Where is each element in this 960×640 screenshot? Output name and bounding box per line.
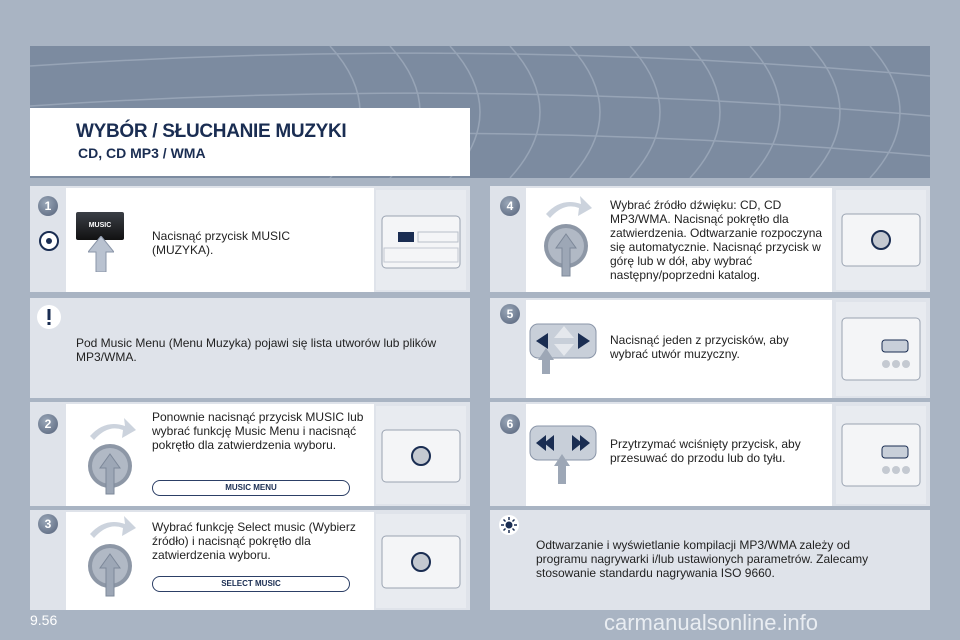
watermark: carmanualsonline.info bbox=[604, 610, 819, 635]
radio-source-icon bbox=[38, 230, 60, 257]
step-5-text: Nacisnąć jeden z przycisków, aby wybrać utwór muzyczny. bbox=[610, 333, 789, 361]
dial-knob-icon bbox=[80, 414, 140, 509]
track-skip-buttons-icon bbox=[524, 318, 604, 383]
music-menu-pill: MUSIC MENU bbox=[152, 480, 350, 496]
step-4-badge: 4 bbox=[500, 196, 520, 216]
step-3-badge: 3 bbox=[38, 514, 58, 534]
dial-knob-icon bbox=[80, 512, 140, 609]
music-button[interactable]: MUSIC bbox=[76, 212, 124, 240]
step-5-badge: 5 bbox=[500, 304, 520, 324]
step-6-badge: 6 bbox=[500, 414, 520, 434]
step-3-radio-illustration bbox=[376, 514, 466, 608]
step-1-badge: 1 bbox=[38, 196, 58, 216]
fast-forward-rewind-icon bbox=[524, 420, 604, 495]
step-1-text: Nacisnąć przycisk MUSIC (MUZYKA). bbox=[152, 229, 291, 257]
step-1-radio-illustration bbox=[376, 190, 466, 290]
step-6-radio-illustration bbox=[836, 406, 926, 504]
step-2-radio-illustration bbox=[376, 406, 466, 504]
tip-text: Odtwarzanie i wyświetlanie kompilacji MP3/WMA zależy od programu nagrywarki i/lub ustawionych parametrów. Zalecamy stosowanie standardu nagrywania ISO 9660. bbox=[536, 538, 869, 580]
step-4-radio-illustration bbox=[836, 190, 926, 290]
step-2-badge: 2 bbox=[38, 414, 58, 434]
dial-knob-icon bbox=[536, 192, 596, 289]
note-text: Pod Music Menu (Menu Muzyka) pojawi się lista utworów lub plików MP3/WMA. bbox=[76, 336, 437, 364]
step-4-text: Wybrać źródło dźwięku: CD, CD MP3/WMA. Nacisnąć pokrętło dla zatwierdzenia. Odtwarzanie rozpoczyna się automatycznie. Nacisnąć przycisk w górę lub w dół, aby wybrać następny/poprzedni katalog. bbox=[610, 198, 823, 282]
step-5-radio-illustration bbox=[836, 302, 926, 396]
page-subtitle: CD, CD MP3 / WMA bbox=[78, 145, 206, 161]
step-2-text: Ponownie nacisnąć przycisk MUSIC lub wybrać funkcję Music Menu i nacisnąć pokrętło dla zatwierdzenia wyboru. bbox=[152, 410, 364, 452]
step-6-text: Przytrzymać wciśnięty przycisk, aby przesuwać do przodu lub do tyłu. bbox=[610, 437, 801, 465]
step-3-text: Wybrać funkcję Select music (Wybierz źródło) i nacisnąć pokrętło dla zatwierdzenia wyboru. bbox=[152, 520, 356, 562]
page-number: 9.56 bbox=[30, 612, 58, 628]
page-title: WYBÓR / SŁUCHANIE MUZYKI bbox=[76, 121, 347, 142]
select-music-pill: SELECT MUSIC bbox=[152, 576, 350, 592]
warning-icon bbox=[36, 304, 62, 335]
lightbulb-icon bbox=[498, 514, 520, 541]
press-arrow-icon bbox=[88, 236, 114, 277]
